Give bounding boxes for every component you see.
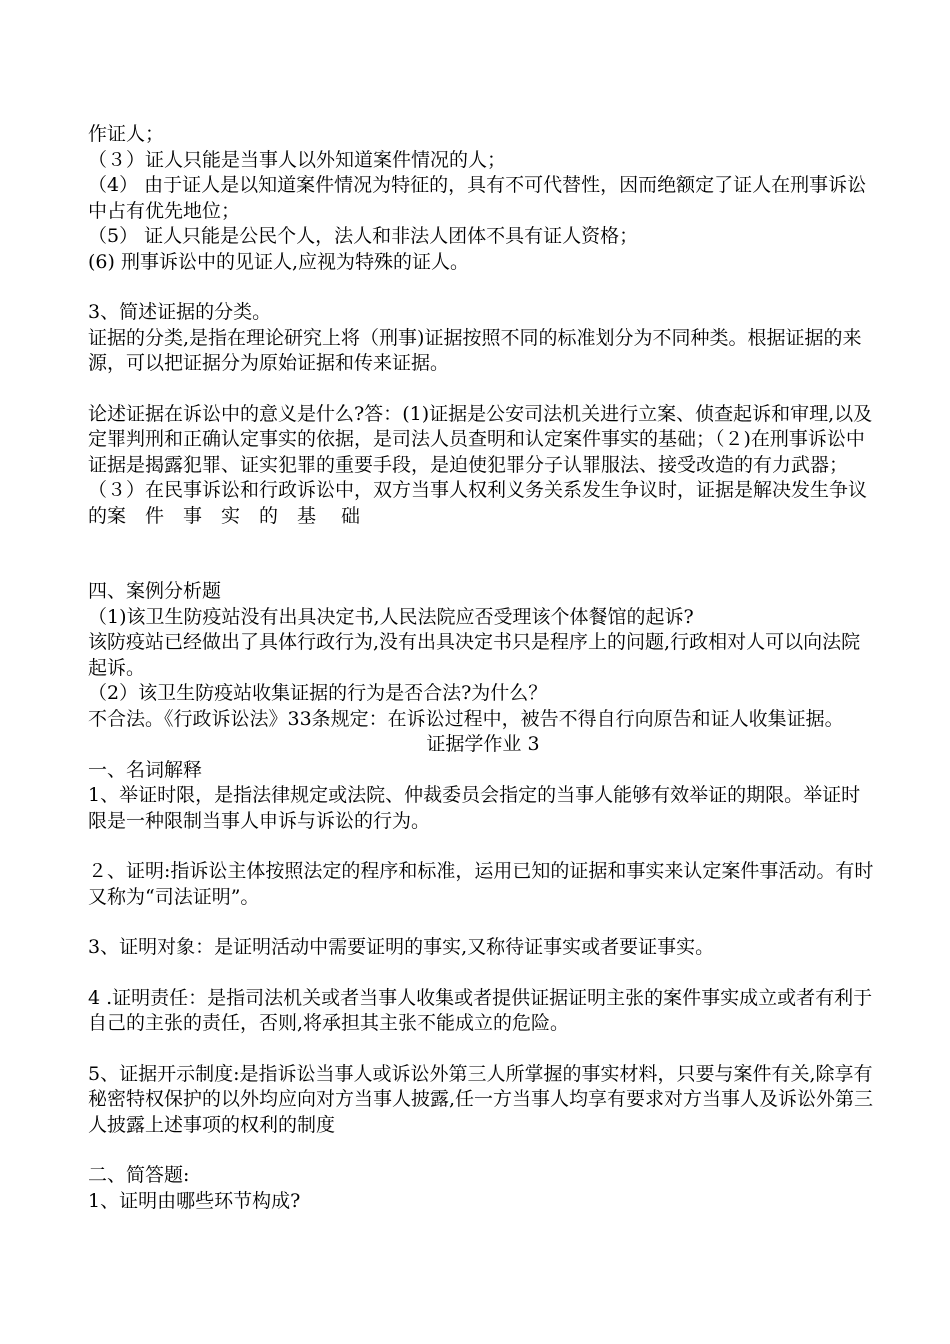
- definition: 5、证据开示制度:是指诉讼当事人或诉讼外第三人所掌握的事实材料，只要与案件有关,除享有秘密特权保护的以外均应向对方当事人披露,任一方当事人均享有要求对方当事人及诉讼外第三人披露上述事项的权利的制度: [88, 1062, 874, 1136]
- paragraph: 论述证据在诉讼中的意义是什么?答：(1)证据是公安司法机关进行立案、侦查起诉和审理,以及定罪判刑和正确认定事实的依据，是司法人员查明和认定案件事实的基础；（２)在刑事诉讼中证据是揭露犯罪、证实犯罪的重要手段，是迫使犯罪分子认罪服法、接受改造的有力武器；（３）在民事诉讼和行政诉讼中，双方当事人权利义务关系发生争议时，证据是解决发生争议的案 件 事 实 的 基 础: [88, 402, 873, 527]
- assignment-title: 证据学作业 3: [426, 733, 540, 755]
- text-line: （5） 证人只能是公民个人，法人和非法人团体不具有证人资格；: [88, 225, 639, 247]
- definition: 1、举证时限，是指法律规定或法院、仲裁委员会指定的当事人能够有效举证的期限。举证时限是一种限制当事人申诉与诉讼的行为。: [88, 784, 861, 832]
- question: 1、证明由哪些环节构成?: [88, 1189, 301, 1212]
- definition: ２、证明:指诉讼主体按照法定的程序和标准，运用已知的证据和事实来认定案件事活动。有时又称为“司法证明”。: [88, 860, 874, 908]
- answer: 不合法。《行政诉讼法》33条规定：在诉讼过程中，被告不得自行向原告和证人收集证据。: [88, 707, 844, 730]
- text-line: 作证人；: [88, 123, 165, 145]
- text-line: （4） 由于证人是以知道案件情况为特征的，具有不可代替性，因而绝额定了证人在刑事诉讼中占有优先地位；: [88, 174, 867, 222]
- question: （1)该卫生防疫站没有出具决定书,人民法院应否受理该个体餐馆的起诉?: [88, 605, 694, 628]
- definition: 3、证明对象：是证明活动中需要证明的事实,又称待证事实或者要证事实。: [88, 936, 715, 958]
- section-heading: 二、简答题:: [88, 1164, 190, 1186]
- answer: 该防疫站已经做出了具体行政行为,没有出具决定书只是程序上的问题,行政相对人可以向法院起诉。: [88, 631, 861, 679]
- document-page: [88, 122, 878, 1214]
- question: （2）该卫生防疫站收集证据的行为是否合法?为什么？: [88, 682, 548, 704]
- definition: 4 .证明责任：是指司法机关或者当事人收集或者提供证据证明主张的案件事实成立或者有利于自己的主张的责任，否则,将承担其主张不能成立的危险。: [88, 986, 873, 1034]
- section-heading: 一、名词解释: [88, 758, 203, 781]
- section-heading: 3、简述证据的分类。: [88, 301, 272, 323]
- text-line: (6) 刑事诉讼中的见证人,应视为特殊的证人。: [88, 250, 469, 273]
- section-heading: 四、案例分析题: [88, 580, 222, 602]
- paragraph: 证据的分类,是指在理论研究上将（刑事)证据按照不同的标准划分为不同种类。根据证据的来源，可以把证据分为原始证据和传来证据。: [88, 326, 862, 374]
- text-line: （３）证人只能是当事人以外知道案件情况的人；: [88, 148, 507, 171]
